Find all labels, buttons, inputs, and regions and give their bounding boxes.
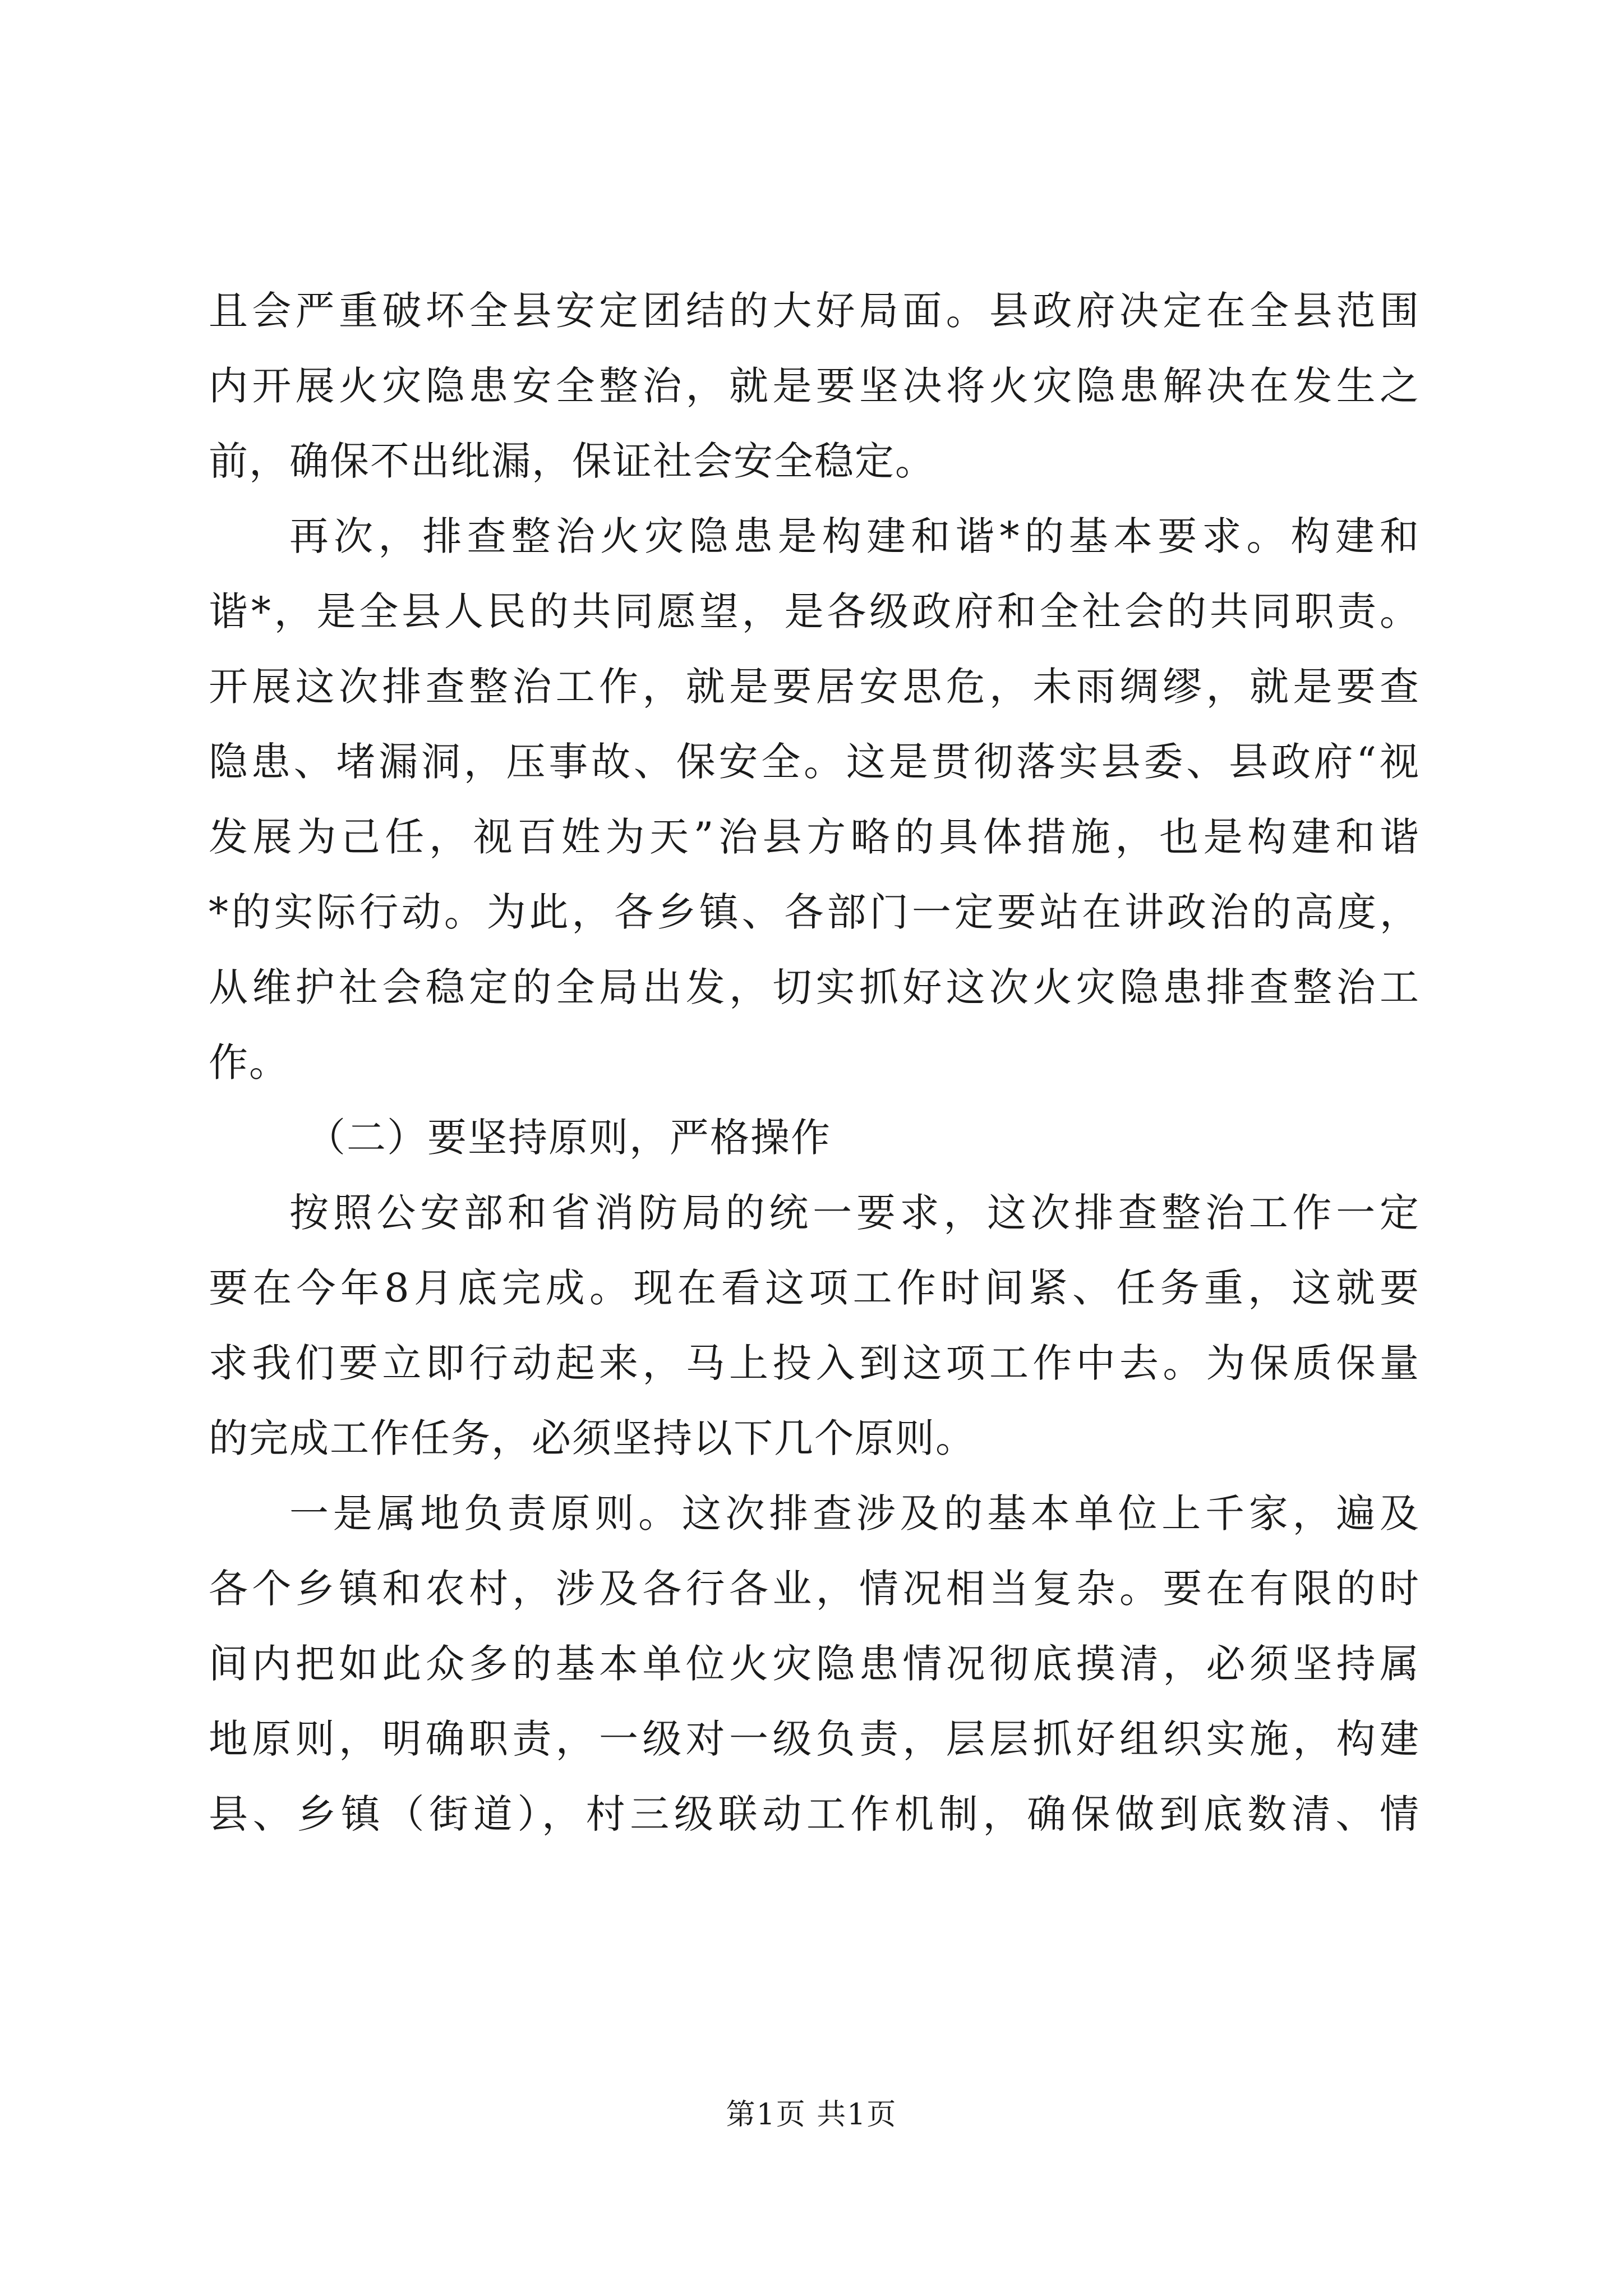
- text-line: 间内把如此众多的基本单位火灾隐患情况彻底摸清，必须坚持属: [209, 1641, 1420, 1687]
- document-body: [209, 288, 1420, 1869]
- text-line: 前，确保不出纰漏，保证社会安全稳定。: [209, 438, 935, 484]
- text-line: 内开展火灾隐患安全整治，就是要坚决将火灾隐患解决在发生之: [209, 363, 1420, 409]
- text-line: 作。: [209, 1039, 289, 1085]
- text-line: 各个乡镇和农村，涉及各行各业，情况相当复杂。要在有限的时: [209, 1566, 1420, 1612]
- text-line: 从维护社会稳定的全局出发，切实抓好这次火灾隐患排查整治工: [209, 964, 1420, 1010]
- text-line: 的完成工作任务，必须坚持以下几个原则。: [209, 1415, 976, 1461]
- text-line: 要在今年8月底完成。现在看这项工作时间紧、任务重，这就要: [209, 1265, 1420, 1311]
- text-line: 且会严重破坏全县安定团结的大好局面。县政府决定在全县范围: [209, 288, 1420, 334]
- text-line: 开展这次排查整治工作，就是要居安思危，未雨绸缪，就是要查: [209, 664, 1420, 710]
- text-line: 县、乡镇（街道），村三级联动工作机制，确保做到底数清、情: [209, 1791, 1420, 1837]
- paragraph-first-line: 一是属地负责原则。这次排查涉及的基本单位上千家，遍及: [289, 1490, 1420, 1536]
- text-line: 地原则，明确职责，一级对一级负责，层层抓好组织实施，构建: [209, 1716, 1420, 1762]
- text-line: *的实际行动。为此，各乡镇、各部门一定要站在讲政治的高度，: [209, 889, 1420, 935]
- text-line: 隐患、堵漏洞，压事故、保安全。这是贯彻落实县委、县政府“视: [209, 739, 1420, 785]
- text-line: 求我们要立即行动起来，马上投入到这项工作中去。为保质保量: [209, 1340, 1420, 1386]
- paragraph-first-line: 按照公安部和省消防局的统一要求，这次排查整治工作一定: [289, 1190, 1420, 1236]
- text-line: 发展为己任，视百姓为天”治县方略的具体措施，也是构建和谐: [209, 814, 1420, 860]
- section-heading: （二）要坚持原则，严格操作: [306, 1115, 831, 1161]
- page-footer: 第1页 共1页: [726, 2098, 897, 2132]
- text-line: 谐*，是全县人民的共同愿望，是各级政府和全社会的共同职责。: [209, 588, 1420, 634]
- paragraph-first-line: 再次，排查整治火灾隐患是构建和谐*的基本要求。构建和: [289, 513, 1420, 559]
